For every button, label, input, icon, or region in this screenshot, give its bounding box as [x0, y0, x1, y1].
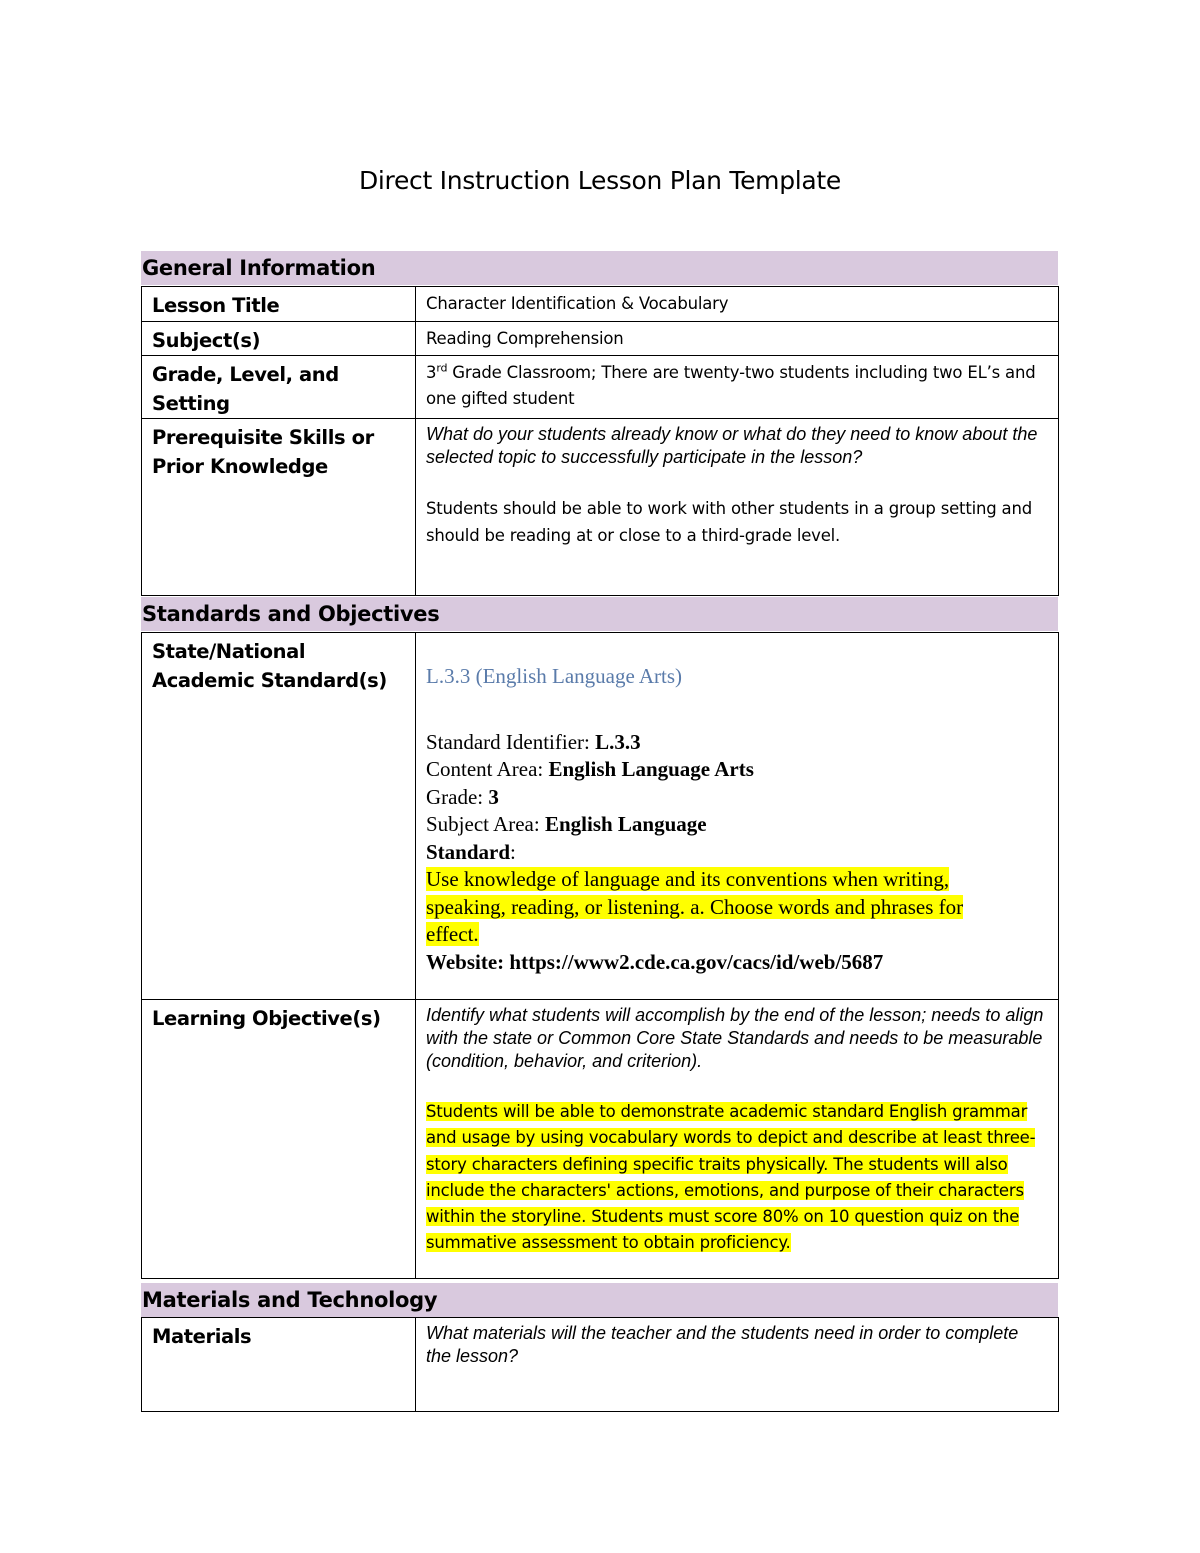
- grade-value: [416, 356, 1059, 419]
- section-header-materials: Materials and Technology: [141, 1283, 1058, 1317]
- objective-answer-highlight: Students will be able to demonstrate academic standard English grammar and usage by using vocabulary words to depict and describe at least three-story characters defining specific traits physically. The students will also include the characters' actions, emotions, and purpose of their characters within the storyline. Students must score 80% on 10 question quiz on the summative assessment to obtain proficiency.: [426, 1102, 1036, 1253]
- section-header-standards: Standards and Objectives: [141, 597, 1058, 631]
- materials-label: Materials: [142, 1318, 416, 1412]
- prereq-answer: Students should be able to work with other students in a group setting and should be reading at or close to a third-grade level.: [426, 499, 1032, 545]
- lesson-title-label: Lesson Title: [142, 287, 416, 322]
- grade-label: Grade, Level, and Setting: [142, 356, 416, 419]
- standard-subject-area: [426, 811, 1048, 839]
- page-title: Direct Instruction Lesson Plan Template: [358, 166, 842, 195]
- standard-label: State/National Academic Standard(s): [142, 633, 416, 1000]
- table-row: [142, 1000, 1059, 1279]
- standards-table: [141, 632, 1059, 1279]
- grade-number: 3: [426, 363, 437, 382]
- subjects-value: Reading Comprehension: [416, 322, 1059, 356]
- content-area-value: English Language Arts: [548, 757, 754, 781]
- lesson-title-value: Character Identification & Vocabulary: [416, 287, 1059, 322]
- standard-heading-text: Standard: [426, 839, 511, 864]
- content-area-label: Content Area:: [426, 757, 549, 781]
- standard-value: [416, 633, 1059, 1000]
- standard-website: Website: https://www2.cde.ca.gov/cacs/id/web/5687: [426, 949, 884, 974]
- standard-text: [426, 866, 1048, 949]
- standard-text-highlight: Use knowledge of language and its conventions when writing, speaking, reading, or listening. a. Choose words and phrases for effect.: [426, 867, 964, 946]
- table-row: [142, 633, 1059, 1000]
- materials-prompt: What materials will the teacher and the students need in order to complete the lesson?: [426, 1323, 1019, 1366]
- objective-prompt: Identify what students will accomplish by the end of the lesson; needs to align with the state or Common Core State Standards and needs to be measurable (condition, behavior, and criterion).: [426, 1005, 1044, 1071]
- objective-answer: [426, 1099, 1048, 1257]
- objective-label: Learning Objective(s): [142, 1000, 416, 1279]
- grade-ordinal: rd: [436, 361, 448, 375]
- prereq-prompt: What do your students already know or what do they need to know about the selected topic to successfully participate in the lesson?: [426, 424, 1038, 467]
- standard-identifier: [426, 729, 1048, 757]
- standard-content-area: [426, 756, 1048, 784]
- subject-area-value: English Language: [544, 812, 707, 836]
- table-row: [142, 322, 1059, 356]
- table-row: [142, 419, 1059, 596]
- objective-value: [416, 1000, 1059, 1279]
- prereq-label: Prerequisite Skills or Prior Knowledge: [142, 419, 416, 596]
- subject-area-label: Subject Area:: [426, 812, 545, 836]
- standard-colon: :: [510, 839, 516, 864]
- identifier-value: L.3.3: [595, 729, 641, 754]
- standard-grade: [426, 784, 1048, 812]
- table-row: [142, 1318, 1059, 1412]
- materials-table: [141, 1317, 1059, 1412]
- table-row: [142, 356, 1059, 419]
- subjects-label: Subject(s): [142, 322, 416, 356]
- prereq-value: [416, 419, 1059, 596]
- section-header-general: General Information: [141, 251, 1058, 285]
- table-row: [142, 287, 1059, 322]
- standard-grade-value: 3: [488, 784, 499, 809]
- general-info-table: [141, 286, 1059, 596]
- standard-grade-label: Grade:: [426, 784, 489, 809]
- standard-link: L.3.3 (English Language Arts): [426, 664, 683, 688]
- grade-setting: Grade Classroom; There are twenty-two students including two EL’s and one gifted student: [426, 363, 1036, 408]
- materials-value: [416, 1318, 1059, 1412]
- identifier-label: Standard Identifier:: [426, 729, 596, 754]
- standard-heading: [426, 839, 1048, 867]
